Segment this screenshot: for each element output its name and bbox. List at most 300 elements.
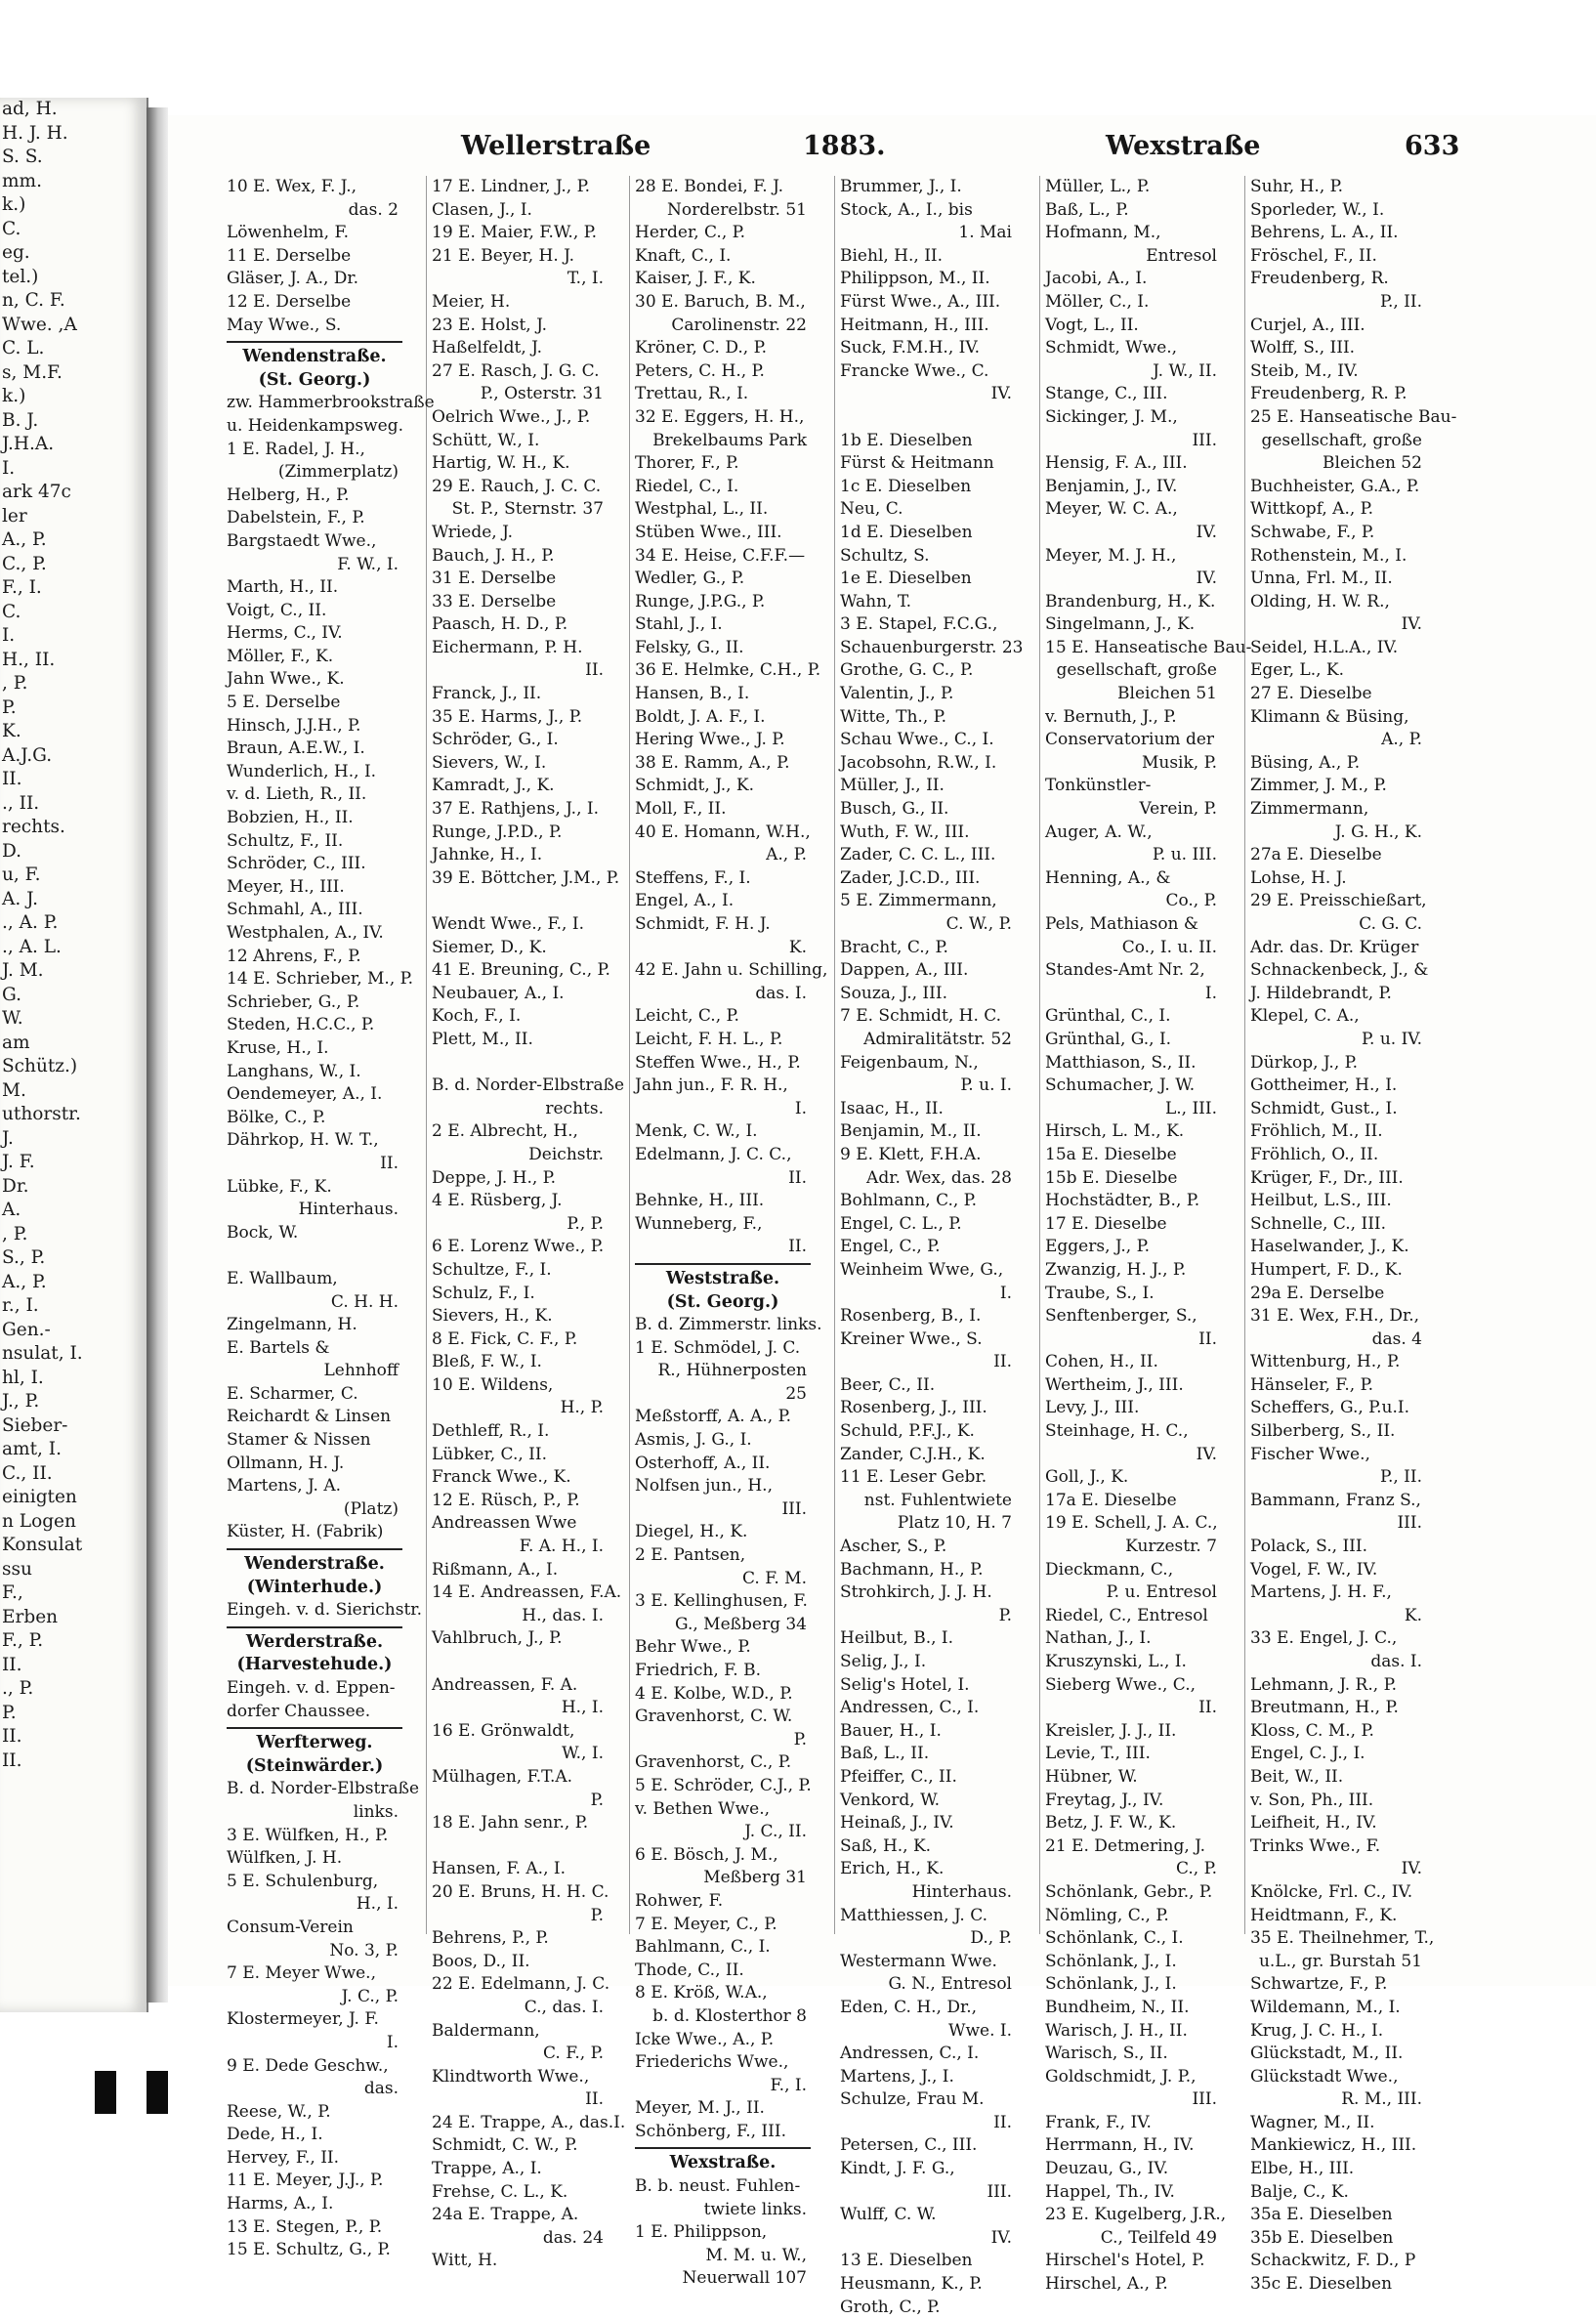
directory-entry: Leicht, F. H. L., P. [635,1029,783,1049]
directory-entry: 8 E. Kröß, W.A., [635,1983,768,2003]
directory-entry: 19 E. Schell, J. A. C., [1045,1513,1218,1534]
directory-entry: Behnke, H., III. [635,1191,765,1211]
left-page-text: A.J.G. [2,744,53,766]
directory-entry: Goll, J., K. [1045,1467,1129,1488]
entry-continuation: II. [585,2089,604,2110]
entry-continuation: III. [1192,430,1217,450]
left-page-text: F., [2,1582,23,1603]
entry-continuation: Neuerwall 107 [682,2268,807,2289]
directory-entry: Zimmermann, [1250,799,1369,820]
directory-entry: Tonkünstler- [1045,776,1152,796]
directory-entry: Dährkop, H. W. T., [227,1130,379,1151]
left-page-text: A. [2,1200,21,1220]
directory-entry: 11 E. Leser Gebr. [840,1467,987,1488]
directory-entry: 5 E. Schulenburg, [227,1871,379,1891]
directory-entry: Engel, C., P. [840,1237,941,1257]
directory-entry: Hirschel's Hotel, P. [1045,2251,1205,2271]
directory-entry: Schönlank, J., I. [1045,1951,1177,1971]
directory-entry: Zander, C.J.H., K. [840,1444,986,1464]
directory-entry: Heitmann, H., III. [840,315,989,335]
directory-entry: 9 E. Klett, F.H.A. [840,1144,982,1164]
left-page-text: S., P. [2,1247,46,1268]
left-page-text: , P. [2,673,28,694]
street-heading: Weststraße. [635,1263,811,1291]
entry-continuation: St. P., Sternstr. 37 [451,499,604,520]
entry-continuation: Adr. Wex, das. 28 [866,1167,1012,1188]
running-head-left-street: Wellerstraße [461,131,651,161]
entry-continuation: links. [353,1801,399,1822]
book-gutter [147,107,168,2003]
left-page-text: I. [2,457,16,479]
left-page-text: n, C. F. [2,290,65,311]
directory-entry: Meyer, H., III. [227,876,345,897]
left-page-text: Schütz.) [2,1056,78,1076]
directory-entry: Francke Wwe., C. [840,360,989,381]
directory-entry: Meßstorff, A. A., P. [635,1407,791,1427]
directory-entry: Cohen, H., II. [1045,1352,1158,1372]
directory-entry: Grünthal, G., I. [1045,1029,1172,1049]
directory-entry: Klostermeyer, J. F. [227,2009,379,2030]
directory-entry: Meier, H. [432,291,511,312]
entry-continuation: twiete links. [703,2199,807,2219]
directory-entry: 42 E. Jahn u. Schilling, [635,960,828,981]
directory-entry: 23 E. Kugelberg, J.R., [1045,2205,1227,2225]
directory-entry: Silberberg, S., II. [1250,1421,1396,1442]
directory-entry: Fürst Wwe., A., III. [840,291,1001,312]
directory-entry: Bohlmann, C., P. [840,1191,978,1211]
directory-entry: Schönlank, C., I. [1045,1928,1184,1949]
entry-continuation: Platz 10, H. 7 [897,1513,1012,1534]
directory-entry: Fröhlich, O., II. [1250,1144,1379,1164]
directory-entry: Petersen, C., III. [840,2135,978,2156]
directory-entry: Auger, A. W., [1045,822,1153,842]
entry-continuation: das. I. [755,983,807,1003]
directory-entry: Bock, W. [227,1222,299,1243]
directory-entry: Hansen, B., I. [635,684,750,704]
left-page-text: P. [2,1702,17,1723]
directory-entry: 38 E. Ramm, A., P. [635,752,790,773]
directory-entry: Martens, J., I. [840,2066,954,2087]
directory-entry: Andreassen Wwe [432,1513,577,1534]
directory-entry: Peters, C. H., P. [635,360,765,381]
directory-entry: 1b E. Dieselben [840,430,973,450]
directory-entry: Eingeh. v. d. Eppen- [227,1678,396,1698]
entry-continuation: II. [993,1352,1012,1372]
directory-entry: Kröner, C. D., P. [635,338,767,358]
entry-continuation: Wwe. I. [947,2020,1012,2041]
directory-entry: Oelrich Wwe., J., P. [432,406,591,427]
directory-entry: B. d. Norder-Elbstraße [227,1779,420,1799]
directory-entry: Breutmann, H., P. [1250,1698,1399,1718]
page-number: 633 [1405,131,1460,161]
left-page-text: Wwe. ,A [2,314,77,335]
entry-continuation: P., II. [1379,1467,1422,1488]
directory-entry: Schrieber, G., P. [227,991,360,1012]
entry-continuation: K. [788,937,807,957]
directory-entry: Vahlbruch, J., P. [432,1628,563,1649]
directory-entry: 14 E. Andreassen, F.A. [432,1582,622,1603]
directory-entry: 15 E. Schultz, G., P. [227,2240,391,2260]
directory-entry: 15a E. Dieselbe [1045,1144,1177,1164]
directory-entry: Knölcke, Frl. C., IV. [1250,1881,1413,1902]
directory-entry [432,890,608,913]
left-page-text: H., II. [2,649,56,670]
directory-entry: Westermann Wwe. [840,1951,997,1971]
directory-entry: Martens, J. A. [227,1476,342,1497]
directory-entry: Gravenhorst, C., P. [635,1752,792,1773]
directory-entry: Schmahl, A., III. [227,900,363,920]
directory-entry: Hartig, W. H., K. [432,453,570,474]
directory-entry: J. Hildebrandt, P. [1250,983,1392,1003]
directory-entry: 8 E. Fick, C. F., P. [432,1328,578,1349]
column-rule [834,176,835,1934]
directory-entry: 1 E. Schmödel, J. C. [635,1337,801,1358]
directory-entry: Wülfken, J. H. [227,1848,343,1869]
directory-entry: Schau Wwe., C., I. [840,730,994,750]
entry-continuation: T., I. [567,269,604,289]
left-page-text: ssu [2,1558,32,1580]
entry-continuation: P. [793,1729,807,1750]
directory-entry: Freudenberg, R. [1250,269,1389,289]
directory-entry: Gottheimer, H., I. [1250,1075,1398,1096]
directory-entry: Selig, J., I. [840,1652,927,1671]
entry-continuation: I. [794,1098,807,1118]
directory-entry: Baß, L., P. [1045,199,1129,220]
directory-entry: Dieckmann, C., [1045,1559,1174,1580]
directory-entry: Stahl, J., I. [635,614,723,635]
directory-entry: Zader, C. C. L., III. [840,845,996,865]
left-page-text: am [2,1032,30,1053]
directory-entry: Nömling, C., P. [1045,1905,1169,1925]
left-page-text: Erben [2,1606,59,1627]
directory-entry: Singelmann, J., K. [1045,614,1196,635]
directory-entry: Reese, W., P. [227,2101,331,2122]
directory-entry: Schröder, G., I. [432,730,559,750]
directory-entry: Busch, G., II. [840,799,949,820]
directory-entry: Steib, M., IV. [1250,360,1359,381]
directory-entry: Hansen, F. A., I. [432,1859,567,1879]
directory-entry: Bauer, H., I. [840,1720,942,1741]
directory-entry: Clasen, J., I. [432,199,532,220]
entry-continuation: I. [386,2032,399,2052]
directory-entry: 17 E. Dieselbe [1045,1213,1167,1234]
street-heading: (St. Georg.) [666,1291,779,1312]
directory-entry: Diegel, H., K. [635,1522,748,1542]
directory-column-5 [1045,176,1252,2295]
directory-entry: Frank, F., IV. [1045,2112,1152,2132]
left-page-text: tel.) [2,266,39,287]
entry-continuation: II. [380,1153,399,1173]
directory-entry: v. d. Lieth, R., II. [227,784,367,805]
directory-entry: B. b. neust. Fuhlen- [635,2176,801,2197]
entry-continuation: II. [1198,1698,1217,1718]
entry-continuation: H., I. [561,1698,604,1718]
directory-entry: Wertheim, J., III. [1045,1374,1184,1395]
directory-entry: 13 E. Dieselben [840,2251,973,2271]
directory-entry: Löwenhelm, F. [227,223,350,243]
directory-entry: E. Bartels & [227,1337,330,1358]
entry-continuation: M. M. u. W., [705,2245,807,2265]
left-page-text: C. [2,218,21,239]
directory-entry: Bobzien, H., II. [227,808,354,828]
directory-entry: 1 E. Radel, J. H., [227,439,365,459]
directory-entry: Eingeh. v. d. Sierichstr. [227,1600,422,1621]
directory-entry: Riedel, C., Entresol [1045,1605,1208,1625]
directory-entry: 27a E. Dieselbe [1250,845,1382,865]
directory-entry: Lübke, F., K. [227,1176,332,1197]
directory-entry: 30 E. Baruch, B. M., [635,291,806,312]
directory-entry: Deppe, J. H., P. [432,1167,557,1188]
directory-entry: 7 E. Meyer Wwe., [227,1963,376,1984]
directory-entry: Kruszynski, L., I. [1045,1652,1187,1671]
directory-entry: 21 E. Detmering, J. [1045,1835,1206,1856]
left-page-text: K. [2,721,21,741]
directory-entry: Koch, F., I. [432,1006,522,1027]
directory-column-4 [840,176,1024,2317]
entry-continuation: Verein, P. [1139,799,1217,820]
directory-entry: 25 E. Hanseatische Bau- [1250,406,1457,427]
left-page-text: nsulat, I. [2,1343,83,1364]
directory-entry: Steffen Wwe., H., P. [635,1052,801,1073]
entry-continuation: J. G. H., K. [1334,822,1422,842]
directory-entry: v. Son, Ph., III. [1250,1790,1374,1810]
left-page-text: II. [2,1750,22,1771]
directory-entry: Friedrich, F. B. [635,1661,761,1680]
directory-entry: Meyer, M. J. H., [1045,545,1177,566]
directory-entry: Edelmann, J. C. C., [635,1144,792,1164]
directory-entry: Deuzau, G., IV. [1045,2159,1169,2179]
directory-entry: Wunneberg, F., [635,1213,763,1234]
directory-entry [227,1244,402,1268]
directory-entry: Wagner, M., II. [1250,2112,1375,2132]
directory-entry: Herrmann, H., IV. [1045,2135,1195,2156]
directory-entry: Heilbut, L.S., III. [1250,1191,1392,1211]
directory-entry: Osterhoff, A., II. [635,1453,771,1473]
entry-continuation: das. I. [1370,1652,1422,1671]
entry-continuation: G. N., Entresol [888,1974,1012,1995]
street-heading: (Harvestehude.) [236,1655,393,1675]
directory-entry: Knaft, C., I. [635,245,732,266]
entry-continuation: III. [987,2181,1012,2202]
directory-entry: Zwanzig, H. J., P. [1045,1259,1187,1280]
directory-entry: Lübker, C., II. [432,1444,547,1464]
directory-entry: u. Heidenkampsweg. [227,415,404,436]
directory-entry: B. d. Norder-Elbstraße [432,1075,625,1096]
directory-entry: Siemer, D., K. [432,937,547,957]
entry-continuation: rechts. [545,1098,604,1118]
directory-entry: Schröder, C., III. [227,854,366,874]
left-page-text: Sieber- [2,1414,68,1436]
directory-entry: Klepel, C. A., [1250,1006,1360,1027]
directory-entry: Fürst & Heitmann [840,453,994,474]
left-page-text: C., P. [2,553,47,574]
directory-entry: 3 E. Stapel, F.C.G., [840,614,998,635]
directory-entry: Kruse, H., I. [227,1037,329,1058]
directory-entry: Westphalen, A., IV. [227,923,384,943]
directory-entry: Bachmann, H., P. [840,1559,984,1580]
directory-entry: Schönberg, F., III. [635,2121,786,2141]
entry-continuation: Bleichen 51 [1117,684,1217,704]
directory-entry: Friederichs Wwe., [635,2052,789,2073]
directory-entry: 1d E. Dieselben [840,522,973,542]
directory-entry: Lehmann, J. R., P. [1250,1674,1397,1695]
directory-entry: Heidtmann, F., K. [1250,1905,1398,1925]
left-page-text: hl, I. [2,1367,44,1388]
entry-continuation: W., I. [562,1744,604,1764]
directory-entry: Fröhlich, M., II. [1250,1121,1383,1142]
entry-continuation: J. C., II. [744,1822,807,1842]
directory-entry: Neu, C. [840,499,903,520]
entry-continuation: P. u. Entresol [1106,1582,1217,1603]
directory-entry: 19 E. Maier, F.W., P. [432,223,598,243]
directory-entry: 31 E. Derselbe [432,569,557,589]
entry-continuation: IV. [990,384,1012,404]
directory-entry: Eger, L., K. [1250,660,1345,681]
directory-entry: Boos, D., II. [432,1951,530,1971]
directory-entry: Hänseler, F., P. [1250,1374,1374,1395]
entry-continuation: II. [585,660,604,681]
directory-entry: Witte, Th., P. [840,706,947,727]
directory-entry: Dabelstein, F., P. [227,508,365,528]
directory-entry: 35 E. Harms, J., P. [432,706,583,727]
directory-entry: Franck, J., II. [432,684,542,704]
directory-entry: Meyer, W. C. A., [1045,499,1178,520]
left-page-text: ., II. [2,792,40,814]
directory-entry: Henning, A., & [1045,867,1171,888]
directory-entry: Marth, H., II. [227,577,339,598]
directory-entry: Helberg, H., P. [227,485,350,505]
directory-entry: 24a E. Trappe, A. [432,2205,579,2225]
entry-continuation: A., P. [1381,730,1422,750]
directory-entry: 1 E. Philippson, [635,2222,768,2243]
entry-continuation: C. F., P. [543,2044,604,2064]
directory-entry: 29 E. Preisschießart, [1250,891,1427,911]
entry-continuation: P. u. I. [960,1075,1012,1096]
entry-continuation: No. 3, P. [329,1940,399,1961]
street-heading: (Steinwärder.) [245,1755,384,1776]
directory-entry: Polack, S., III. [1250,1537,1367,1557]
directory-entry: Westphal, L., II. [635,499,769,520]
left-page-text: J. [2,1127,14,1149]
entry-continuation: u.L., gr. Burstah 51 [1258,1951,1422,1971]
running-head-year: 1883. [803,131,886,161]
entry-continuation: C., P. [1175,1859,1217,1879]
entry-continuation: Bleichen 52 [1323,453,1422,474]
entry-continuation: P. u. IV. [1362,1029,1422,1049]
directory-entry: Bölke, C., P. [227,1107,326,1127]
directory-entry: Kamradt, J., K. [432,776,555,796]
column-rule [1244,176,1245,1934]
directory-entry: Steffens, F., I. [635,867,751,888]
directory-entry: Selig's Hotel, I. [840,1674,970,1695]
directory-entry: 7 E. Schmidt, H. C. [840,1006,1002,1027]
left-page-text: A., P. [2,1271,47,1292]
directory-entry: 18 E. Jahn senr., P. [432,1813,589,1834]
entry-continuation: P., P. [567,1213,604,1234]
directory-entry: Oendemeyer, A., I. [227,1084,383,1105]
directory-entry: 35a E. Dieselben [1250,2205,1393,2225]
directory-entry: Nolfsen jun., H., [635,1476,773,1497]
directory-entry: Herms, C., IV. [227,623,343,644]
directory-entry: Wittkopf, A., P. [1250,499,1374,520]
entry-continuation: J. C., P. [341,1986,399,2006]
directory-entry: Krüger, F., Dr., III. [1250,1167,1404,1188]
directory-entry: Jacobsohn, R.W., I. [840,752,997,773]
directory-entry: 35b E. Dieselben [1250,2227,1394,2248]
directory-entry: Wittenburg, H., P. [1250,1352,1401,1372]
directory-entry: Haßelfeldt, J. [432,338,543,358]
entry-continuation: Co., I. u. II. [1121,937,1217,957]
directory-entry: Schmidt, Wwe., [1045,338,1178,358]
left-page-text: J., P. [2,1391,40,1412]
directory-entry: Balje, C., K. [1250,2181,1349,2202]
left-page-text: u, F. [2,864,41,885]
directory-entry: Seidel, H.L.A., IV. [1250,637,1399,657]
entry-continuation: 25 [785,1383,807,1404]
directory-entry: Büsing, A., P. [1250,752,1361,773]
directory-entry: 5 E. Schröder, C.J., P. [635,1775,812,1795]
directory-entry: Nathan, J., I. [1045,1628,1152,1649]
left-page-text: D. [2,840,22,862]
left-page-text: eg. [2,242,30,263]
left-page-text: uthorstr. [2,1104,81,1124]
directory-entry: 15 E. Hanseatische Bau- [1045,637,1252,657]
left-page-text: einigten [2,1487,77,1507]
directory-entry: Voigt, C., II. [227,600,327,620]
directory-entry: Wriede, J. [432,522,513,542]
directory-entry: 9 E. Dede Geschw., [227,2055,389,2076]
directory-entry: Schütt, W., I. [432,430,540,450]
directory-entry: Bammann, Franz S., [1250,1490,1421,1510]
entry-continuation: I. [999,1283,1012,1303]
directory-entry: Hochstädter, B., P. [1045,1191,1200,1211]
street-heading: (St. Georg.) [258,369,371,390]
directory-entry: Elbe, H., III. [1250,2159,1355,2179]
running-head-right-street: Wexstraße [1106,131,1261,161]
left-page-text: ., A. P. [2,912,59,933]
directory-entry: Hinsch, J.J.H., P. [227,715,361,736]
directory-entry: 16 E. Grönwaldt, [432,1720,575,1741]
entry-continuation: das. [363,2079,399,2099]
directory-entry: Schulze, Frau M. [840,2089,985,2110]
directory-entry: Heusmann, K., P. [840,2274,983,2295]
directory-entry: Felsky, G., II. [635,637,744,657]
directory-entry: Benjamin, J., IV. [1045,476,1178,496]
directory-entry: Franck Wwe., K. [432,1467,571,1488]
directory-entry: Küster, H. (Fabrik) [227,1522,384,1542]
directory-entry: Trappe, A., I. [432,2159,542,2179]
directory-entry: Bauch, J. H., P. [432,545,555,566]
directory-entry: 7 E. Meyer, C., P. [635,1914,777,1934]
directory-entry: 28 E. Bondei, F. J. [635,177,783,196]
entry-continuation: P. u. III. [1152,845,1217,865]
directory-entry: Rißmann, A., I. [432,1559,559,1580]
entry-continuation: C. F. M. [742,1568,807,1588]
directory-entry: Riedel, C., I. [635,476,739,496]
directory-entry: Saß, H., K. [840,1835,932,1856]
directory-entry: Klindtworth Wwe., [432,2066,590,2087]
directory-entry: Matthiason, S., II. [1045,1052,1197,1073]
left-page-text: s, M.F. [2,361,63,383]
directory-entry: Behrens, P., P. [432,1928,549,1949]
directory-entry: Kreiner Wwe., S. [840,1328,983,1349]
directory-entry: Vogt, L., II. [1045,315,1139,335]
directory-entry: Erich, H., K. [840,1859,945,1879]
directory-entry: Venkord, W. [840,1790,940,1810]
directory-entry: Gravenhorst, C. W. [635,1707,793,1727]
entry-continuation: Musik, P. [1141,752,1217,773]
directory-entry: 31 E. Wex, F.H., Dr., [1250,1306,1420,1327]
